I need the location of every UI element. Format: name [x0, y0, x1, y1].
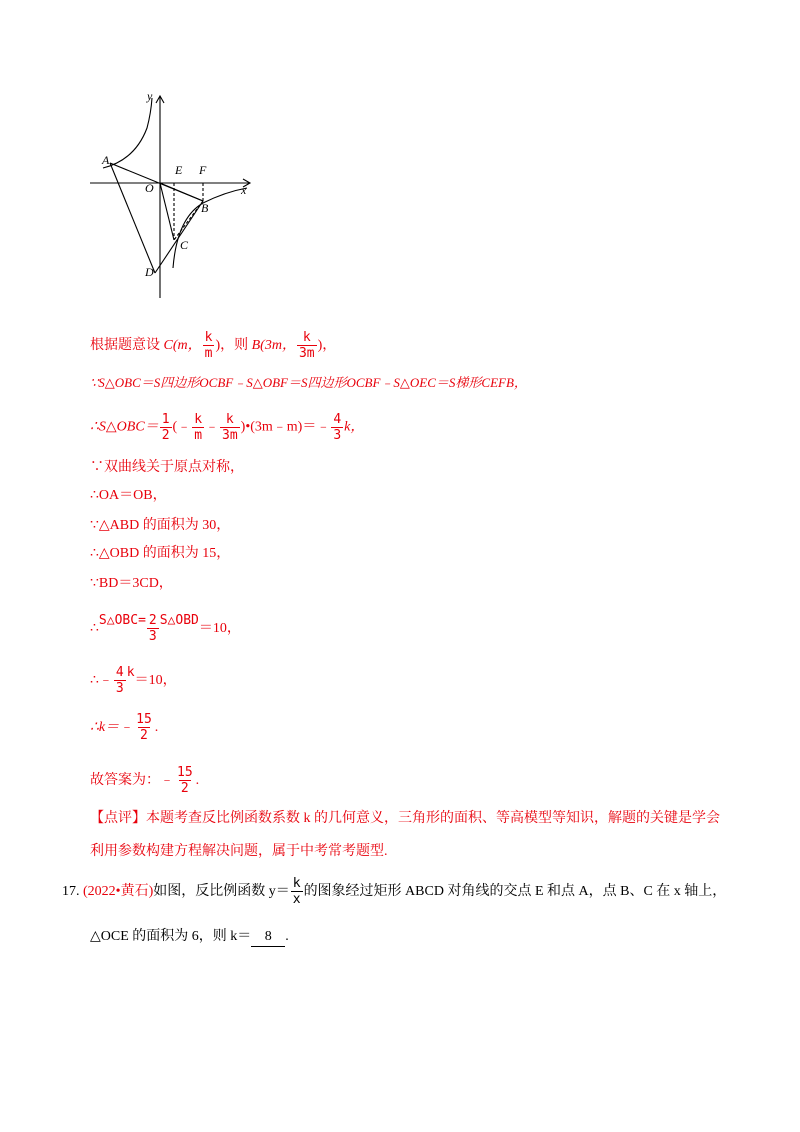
label-b: B	[201, 201, 209, 215]
solution-line-3: ∴S△OBC＝ $\frac{1}{2}$ (﹣ $\frac{k}{m}$ ﹣ $\frac{k}{3m}$ )•(3m﹣m)＝﹣ $\frac{4}{3}$ k，	[90, 412, 365, 443]
solution-line-7: ∴△OBD 的面积为 15，	[90, 546, 231, 561]
label-c: C	[180, 238, 189, 252]
label-x: x	[241, 183, 247, 197]
solution-line-2: ∵S△OBC＝S四边形OCBF﹣S△OBF＝S四边形OCBF﹣S△OEC＝S梯形CEFB，	[90, 375, 527, 390]
problem-number: 17.	[62, 884, 80, 899]
solution-line-4: ∵双曲线关于原点对称，	[90, 460, 244, 475]
solution-line-11: ∴k＝﹣ $\frac{15}{2}$ .	[90, 712, 159, 743]
answer-blank: 8	[251, 928, 285, 947]
solution-line-5: ∴OA＝OB，	[90, 488, 167, 503]
hyperbola-upper-left	[103, 98, 152, 168]
problem-source: (2022•黄石)	[83, 884, 154, 899]
solution-line-8: ∵BD＝3CD，	[90, 576, 173, 591]
label-a: A	[102, 153, 110, 167]
label-e: E	[175, 163, 183, 177]
label-f: F	[199, 163, 207, 177]
solution-line-9: ∴S△OBC= $\frac{2}{3}$ S△OBD＝10，	[90, 613, 241, 644]
problem-17-line-1: 17. (2022•黄石)如图，反比例函数 y＝ $\frac{k}{x}$ 的图象经过矩形 ABCD 对角线的交点 E 和点 A，点 B、C 在 x 轴上，	[62, 876, 727, 907]
comment-line-1: 【点评】本题考查反比例函数系数 k 的几何意义，三角形的面积、等高模型等知识，解题的关键是学会	[90, 811, 720, 826]
problem-17-line-2: △OCE 的面积为 6，则 k＝ 8 .	[90, 928, 289, 947]
solution-line-1: 根据题意设 C(m， $\frac{k}{m}$ )，则 B(3m， $\frac{k}{3m}$ )，	[90, 330, 337, 361]
label-y: y	[147, 89, 153, 103]
solution-line-10: ∴﹣ $\frac{4}{3}$ k＝10，	[90, 665, 177, 696]
solution-line-6: ∵△ABD 的面积为 30，	[90, 518, 231, 533]
label-o: O	[145, 181, 154, 195]
label-d: D	[145, 265, 154, 279]
solution-line-12: 故答案为：﹣ $\frac{15}{2}$ .	[90, 765, 200, 796]
hyperbola-figure	[85, 88, 260, 303]
comment-line-2: 利用参数构建方程解决问题，属于中考常考题型.	[90, 844, 388, 859]
hyperbola-lower-right	[173, 188, 247, 268]
